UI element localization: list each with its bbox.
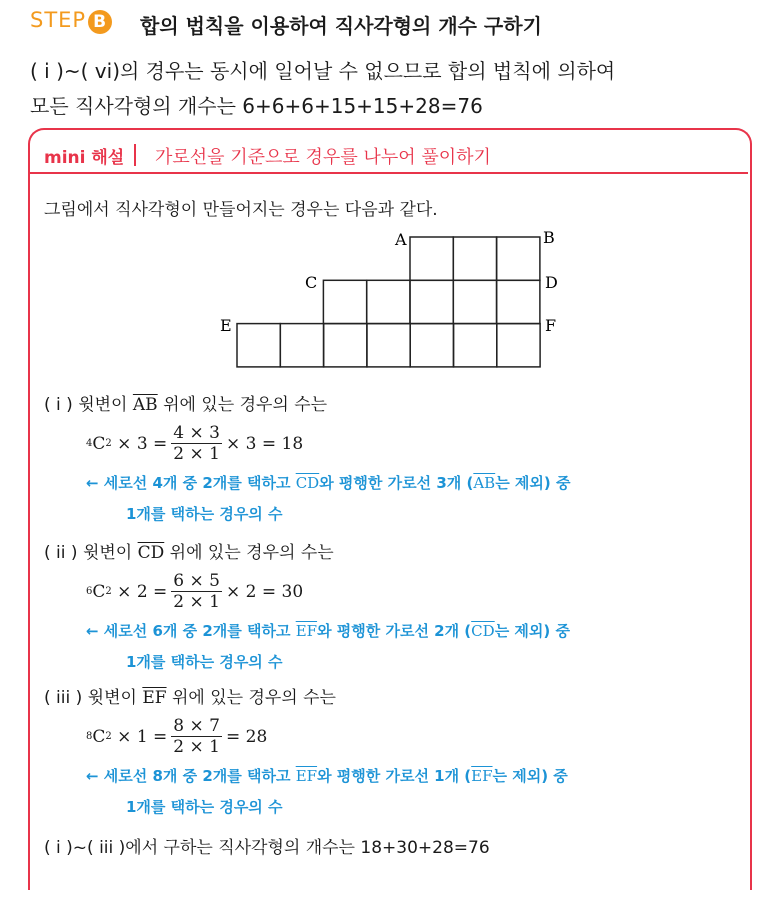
- case-note1seg: $\overline{EF}$: [295, 622, 318, 640]
- grid-cell: [410, 324, 453, 367]
- case-denom: 2 × 1: [173, 444, 220, 464]
- case-k: 2: [105, 438, 112, 449]
- mini-lead: 그림에서 직사각형이 만들어지는 경우는 다음과 같다.: [44, 200, 438, 220]
- grid-cell: [497, 280, 540, 323]
- grid-cell: [410, 280, 453, 323]
- case-heading: [44, 538, 570, 563]
- case-tail: = 28: [225, 726, 268, 747]
- case-heading: [44, 683, 568, 708]
- case-note1a: ← 세로선 6개 중 2개를 택하고: [86, 622, 291, 640]
- grid-cell: [497, 324, 540, 367]
- case-section: [44, 683, 568, 817]
- grid-cell: [324, 324, 367, 367]
- case-tail: × 2 = 30: [225, 581, 304, 602]
- case-note1b: 와 평행한 가로선 2개 (: [317, 622, 472, 640]
- case-n: 6: [86, 586, 93, 597]
- case-k: 2: [105, 731, 112, 742]
- case-note: [86, 765, 568, 786]
- grid-cell: [410, 237, 453, 280]
- case-numer: 6 × 5: [173, 571, 220, 591]
- segment: $\overline{EF}$: [142, 688, 167, 708]
- case-num: ( iii ): [44, 688, 83, 708]
- case-n: 4: [86, 438, 93, 449]
- case-note-2: 1개를 택하는 경우의 수: [126, 653, 283, 671]
- case-num: ( i ): [44, 395, 73, 415]
- case-section: [44, 390, 570, 524]
- grid-cell: [237, 324, 280, 367]
- grid-cell: [367, 280, 410, 323]
- case-mul: × 3 =: [117, 433, 168, 454]
- case-note1a: ← 세로선 4개 중 2개를 택하고: [86, 474, 291, 492]
- mini-title: 가로선을 기준으로 경우를 나누어 풀이하기: [155, 147, 491, 168]
- case-n: 8: [86, 731, 93, 742]
- grid-cell: [367, 324, 410, 367]
- case-note-2: 1개를 택하는 경우의 수: [126, 798, 283, 816]
- fraction: [171, 571, 222, 612]
- grid-cell: [454, 324, 497, 367]
- case-note1seg2: $\overline{AB}$: [473, 474, 496, 492]
- case-note1seg2: $\overline{EF}$: [471, 767, 493, 785]
- step-title: 합의 법칙을 이용하여 직사각형의 개수 구하기: [140, 14, 542, 38]
- case-mul: × 2 =: [117, 581, 168, 602]
- case-formula: 6 C 2 × 2 = $\frac{6 \times 5}{2 \times 1}$ × 2 = 30: [86, 571, 304, 612]
- case-note: [86, 472, 570, 493]
- case-note1seg: $\overline{EF}$: [295, 767, 318, 785]
- segment: $\overline{CD}$: [137, 543, 165, 563]
- case-note1c: 는 제외) 중: [495, 474, 571, 492]
- point-c: C: [305, 273, 318, 292]
- case-note1b: 와 평행한 가로선 3개 (: [319, 474, 474, 492]
- case-note: [86, 620, 570, 641]
- grid-cell: [453, 280, 496, 323]
- case-numer: 4 × 3: [173, 423, 220, 443]
- conclusion: ( i )~( iii )에서 구하는 직사각형의 개수는 18+30+28=76: [44, 838, 490, 858]
- fraction: [171, 423, 222, 464]
- case-tail: × 3 = 18: [225, 433, 304, 454]
- point-d: D: [545, 273, 558, 292]
- case-numer: 8 × 7: [173, 716, 220, 736]
- grid-cell: [453, 237, 496, 280]
- case-k: 2: [105, 586, 112, 597]
- case-note1seg: $\overline{CD}$: [295, 474, 320, 492]
- step-text: STEP: [30, 8, 87, 32]
- case-denom: 2 × 1: [173, 737, 220, 757]
- case-note1c: 는 제외) 중: [494, 622, 570, 640]
- point-b: B: [543, 228, 555, 247]
- grid-cell: [497, 237, 540, 280]
- grid-figure: [215, 225, 575, 375]
- case-note1c: 는 제외) 중: [492, 767, 568, 785]
- case-denom: 2 × 1: [173, 592, 220, 612]
- case-note1a: ← 세로선 8개 중 2개를 택하고: [86, 767, 291, 785]
- case-formula: 4 C 2 × 3 = $\frac{4 \times 3}{2 \times 1}$ × 3 = 18: [86, 423, 304, 464]
- step-badge: B: [88, 10, 112, 34]
- case-post: 위에 있는 경우의 수는: [169, 543, 334, 563]
- step-label: [30, 8, 112, 34]
- case-pre: 윗변이: [82, 543, 133, 563]
- case-post: 위에 있는 경우의 수는: [163, 395, 328, 415]
- case-pre: 윗변이: [87, 688, 137, 708]
- case-mul: × 1 =: [117, 726, 168, 747]
- point-f: F: [545, 316, 557, 335]
- case-pre: 윗변이: [78, 395, 128, 415]
- point-a: A: [395, 230, 407, 249]
- case-note1b: 와 평행한 가로선 1개 (: [317, 767, 472, 785]
- intro-line-1: ( i )~( vi)의 경우는 동시에 일어날 수 없으므로 합의 법칙에 의하여: [30, 59, 616, 83]
- divider: [134, 144, 136, 166]
- intro-line-2: 모든 직사각형의 개수는 6+6+6+15+15+28=76: [30, 94, 483, 118]
- grid-cell: [280, 324, 323, 367]
- case-post: 위에 있는 경우의 수는: [171, 688, 336, 708]
- point-e: E: [220, 316, 232, 335]
- grid-cell: [323, 280, 366, 323]
- mini-label: mini 해설: [44, 148, 125, 168]
- case-num: ( ii ): [44, 543, 78, 563]
- case-note1seg2: $\overline{CD}$: [471, 622, 495, 640]
- segment: $\overline{AB}$: [132, 395, 158, 415]
- case-note-2: 1개를 택하는 경우의 수: [126, 505, 283, 523]
- case-formula: 8 C 2 × 1 = $\frac{8 \times 7}{2 \times 1}$ = 28: [86, 716, 268, 757]
- fraction: [171, 716, 222, 757]
- case-heading: [44, 390, 570, 415]
- case-section: [44, 538, 570, 672]
